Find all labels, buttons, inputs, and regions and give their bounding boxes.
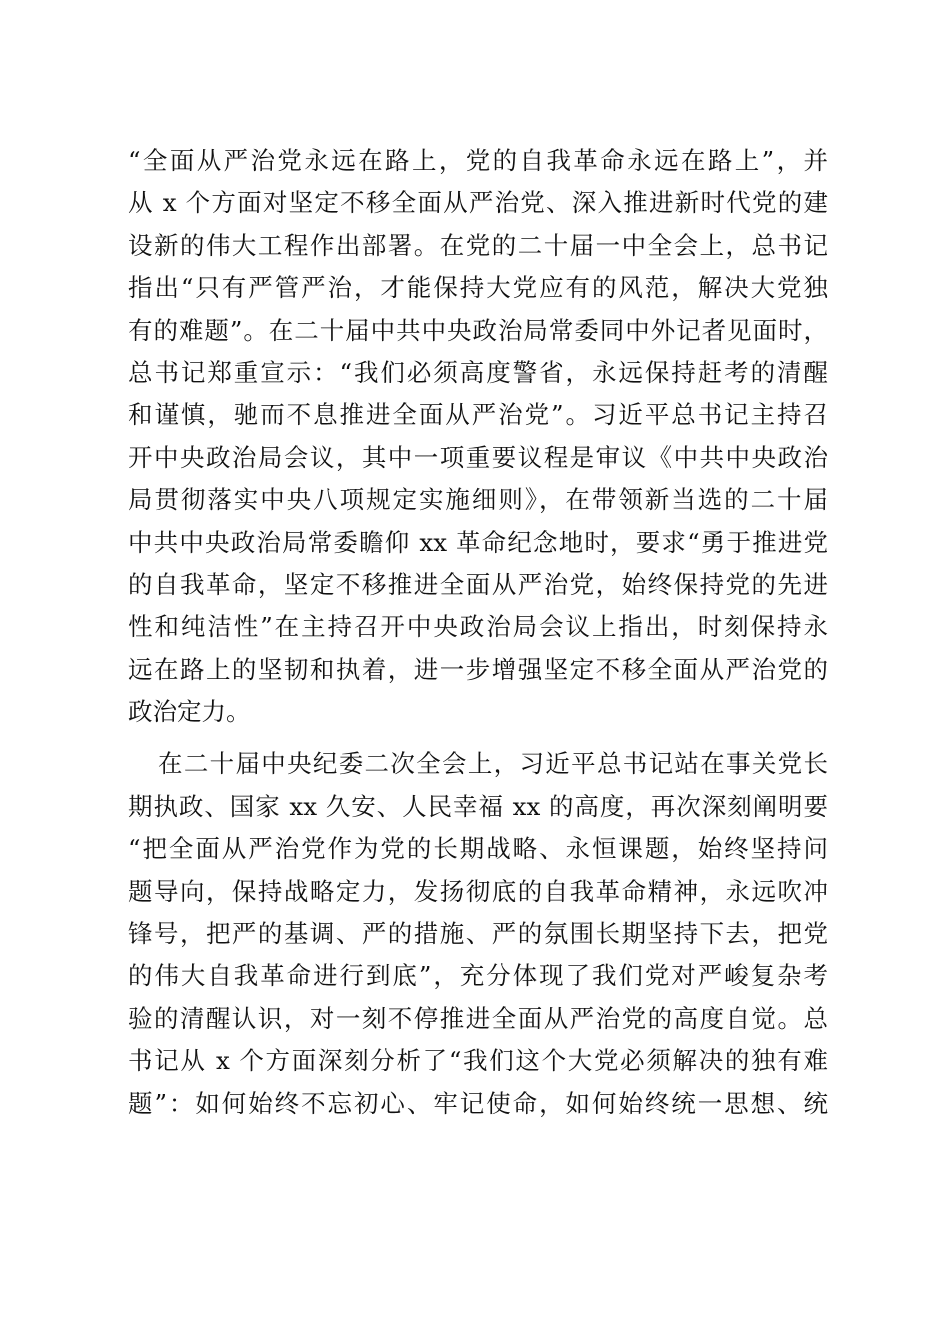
- paragraph-line: 开中央政治局会议，其中一项重要议程是审议《中共中央政治: [128, 442, 828, 472]
- paragraph-line: 指出“只有严管严治，才能保持大党应有的风范，解决大党独: [128, 273, 828, 303]
- paragraph-line: 局贯彻落实中央八项规定实施细则》，在带领新当选的二十届: [128, 485, 828, 515]
- paragraph-line: 中共中央政治局常委瞻仰 xx 革命纪念地时，要求“勇于推进党: [128, 527, 828, 557]
- paragraph-line: 远在路上的坚韧和执着，进一步增强坚定不移全面从严治党的: [128, 654, 828, 684]
- paragraph-2: [128, 743, 828, 1125]
- paragraph-line: 书记从 x 个方面深刻分析了“我们这个大党必须解决的独有难: [128, 1046, 828, 1076]
- paragraph-line: 和谨慎，驰而不息推进全面从严治党”。习近平总书记主持召: [128, 400, 828, 430]
- paragraph-1: [128, 140, 828, 733]
- paragraph-line: 总书记郑重宣示：“我们必须高度警省，永远保持赶考的清醒: [128, 357, 828, 387]
- paragraph-line: 验的清醒认识，对一刻不停推进全面从严治党的高度自觉。总: [128, 1003, 828, 1033]
- paragraph-line: 期执政、国家 xx 久安、人民幸福 xx 的高度，再次深刻阐明要: [128, 791, 828, 821]
- paragraph-line: 性和纯洁性”在主持召开中央政治局会议上指出，时刻保持永: [128, 612, 828, 642]
- document-body: [128, 140, 828, 1125]
- paragraph-spacer: [128, 733, 828, 743]
- paragraph-line: 从 x 个方面对坚定不移全面从严治党、深入推进新时代党的建: [128, 188, 828, 218]
- paragraph-line: 题导向，保持战略定力，发扬彻底的自我革命精神，永远吹冲: [128, 876, 828, 906]
- paragraph-line: 题”：如何始终不忘初心、牢记使命，如何始终统一思想、统: [128, 1088, 828, 1118]
- paragraph-line: 在二十届中央纪委二次全会上，习近平总书记站在事关党长: [158, 749, 828, 779]
- paragraph-line: 的自我革命，坚定不移推进全面从严治党，始终保持党的先进: [128, 569, 828, 599]
- paragraph-line: “把全面从严治党作为党的长期战略、永恒课题，始终坚持问: [128, 834, 828, 864]
- paragraph-line: 有的难题”。在二十届中共中央政治局常委同中外记者见面时，: [128, 315, 828, 345]
- paragraph-line: 政治定力。: [128, 697, 251, 727]
- paragraph-line: 的伟大自我革命进行到底”，充分体现了我们党对严峻复杂考: [128, 961, 828, 991]
- paragraph-line: “全面从严治党永远在路上，党的自我革命永远在路上”，并: [128, 146, 828, 175]
- paragraph-line: 设新的伟大工程作出部署。在党的二十届一中全会上，总书记: [128, 230, 828, 260]
- paragraph-line: 锋号，把严的基调、严的措施、严的氛围长期坚持下去，把党: [128, 919, 828, 949]
